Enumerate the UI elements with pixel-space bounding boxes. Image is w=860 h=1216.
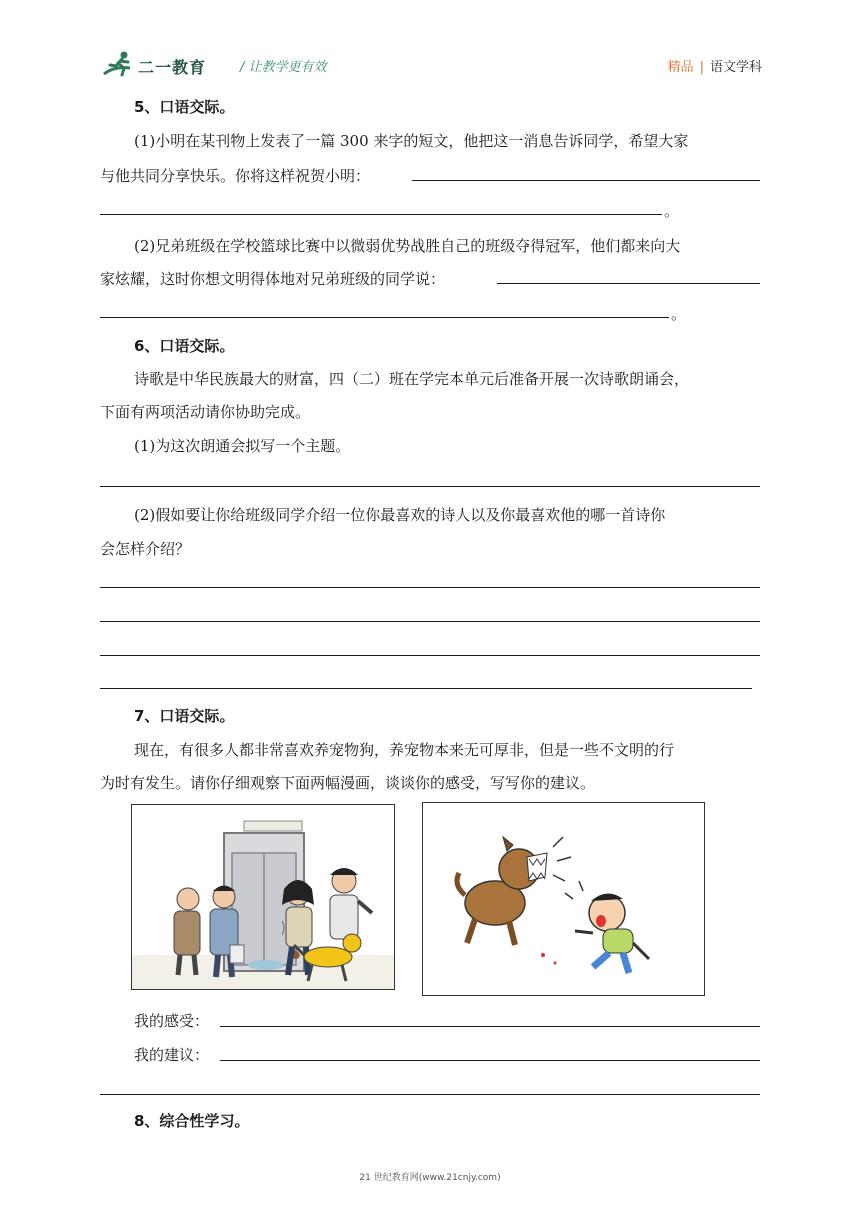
q5-p2-line2: 家炫耀，这时你想文明得体地对兄弟班级的同学说： [100, 270, 446, 288]
logo-text: 二一教育 [138, 58, 207, 77]
page-header [100, 44, 762, 84]
subject-label: 语文学科 [709, 60, 762, 75]
q6-answer2-line-4[interactable] [100, 688, 752, 689]
q6-answer2-line-2[interactable] [100, 621, 760, 622]
q7-intro-line2: 为时有发生。请你仔细观察下面两幅漫画，谈谈你的感受，写写你的建议。 [100, 774, 596, 792]
q5-title: 5、口语交际。 [134, 98, 235, 116]
q7-suggestion-label: 我的建议： [134, 1046, 210, 1064]
quality-label: 精品 [667, 60, 694, 75]
q6-answer2-line-1[interactable] [100, 587, 760, 588]
q7-title: 7、口语交际。 [134, 707, 235, 725]
logo [100, 48, 240, 80]
q5-answer2-line-b[interactable] [100, 317, 669, 318]
q5-p1-line2: 与他共同分享快乐。你将这样祝贺小明： [100, 167, 371, 185]
page-footer: 21 世纪教育网(www.21cnjy.com) [359, 1173, 501, 1183]
q6-sub1: (1)为这次朗通会拟写一个主题。 [134, 437, 351, 455]
q5-answer1-line-b[interactable] [100, 214, 662, 215]
q6-title: 6、口语交际。 [134, 337, 235, 355]
q6-answer2-line-3[interactable] [100, 655, 760, 656]
q5-p1-line1: (1)小明在某刊物上发表了一篇 300 来字的短文，他把这一消息告诉同学，希望大家 [134, 132, 689, 150]
q5-p2-end: 。 [671, 305, 687, 323]
q7-suggestion-line-b[interactable] [100, 1094, 760, 1095]
q5-answer1-line-a[interactable] [412, 180, 760, 181]
q6-intro-line1: 诗歌是中华民族最大的财富，四（二）班在学完本单元后准备开展一次诗歌朗诵会， [134, 370, 690, 388]
q7-feeling-line[interactable] [220, 1026, 760, 1027]
header-separator: | [699, 60, 704, 75]
runner-logo-icon [100, 48, 140, 80]
q5-p2-line1: (2)兄弟班级在学校篮球比赛中以微弱优势战胜自己的班级夺得冠军，他们都来向大 [134, 237, 681, 255]
slogan: / 让教学更有效 [240, 60, 327, 75]
q5-answer2-line-a[interactable] [497, 283, 760, 284]
cartoon-elevator-dog-mess [131, 804, 395, 990]
q6-sub2-line2: 会怎样介绍？ [100, 540, 191, 558]
q7-suggestion-line-a[interactable] [220, 1060, 760, 1061]
header-right [668, 56, 762, 75]
q6-intro-line2: 下面有两项活动请你协助完成。 [100, 403, 311, 421]
cartoon-barking-dog [422, 802, 705, 996]
q7-feeling-label: 我的感受： [134, 1012, 210, 1030]
q5-p1-end: 。 [664, 202, 680, 220]
q6-answer1-line[interactable] [100, 486, 760, 487]
q8-title: 8、综合性学习。 [134, 1112, 250, 1130]
q7-intro-line1: 现在，有很多人都非常喜欢养宠物狗，养宠物本来无可厚非，但是一些不文明的行 [134, 741, 675, 759]
q6-sub2-line1: (2)假如要让你给班级同学介绍一位你最喜欢的诗人以及你最喜欢他的哪一首诗你 [134, 506, 666, 524]
